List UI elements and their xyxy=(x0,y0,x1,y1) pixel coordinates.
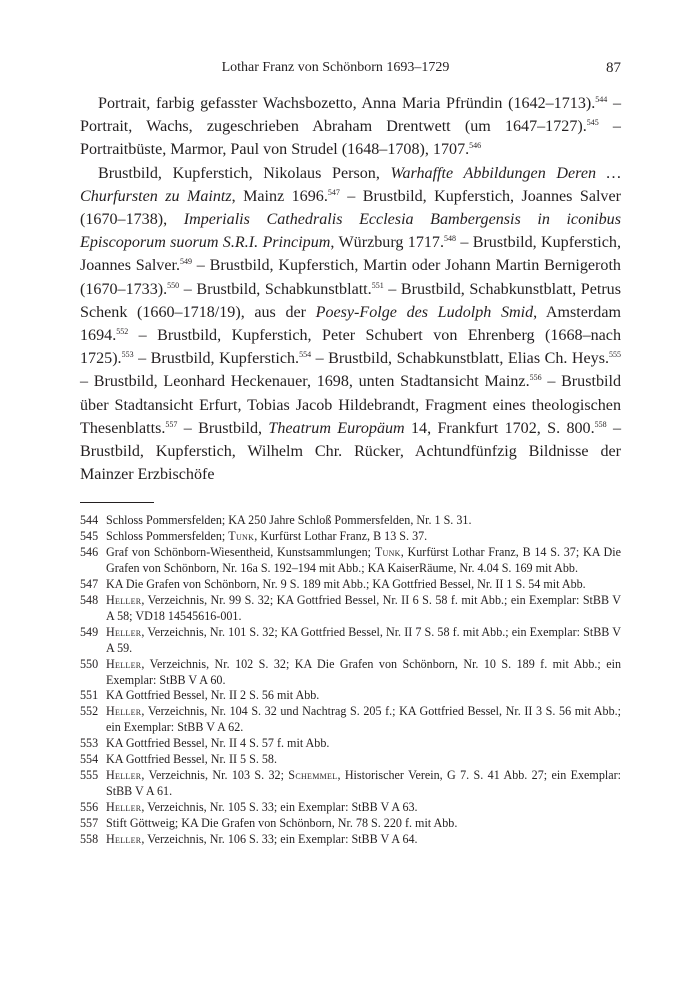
main-text xyxy=(80,92,621,486)
footnote-ref: 554 xyxy=(299,350,312,360)
author-name: Heller xyxy=(106,767,142,782)
text-run: – Brustbild, Schabkunstblatt, Petrus Schenk (1660–1718/19), aus der xyxy=(80,280,621,321)
text-run: – Brustbild über Stadtansicht Erfurt, Tobias Jacob Hildebrandt, Fragment eines theologischen Thesenblatts. xyxy=(80,373,621,437)
footnote-text xyxy=(106,529,621,545)
text-run: – Brustbild, Kupferstich, Wilhelm Chr. Rücker, Achtundfünfzig Bildnisse der Mainzer Erzbischöfe xyxy=(80,419,621,484)
text-run: KA Gottfried Bessel, Nr. II 4 S. 57 f. mit Abb. xyxy=(106,736,330,751)
footnote xyxy=(80,513,621,529)
paragraph xyxy=(80,92,621,162)
footnote xyxy=(80,768,621,800)
italic-title: Warhaffte Abbildungen Deren … Churfursten zu Maintz xyxy=(80,164,621,205)
footnote-number: 547 xyxy=(80,577,99,592)
text-run: – Portraitbüste, Marmor, Paul von Strudel (1648–1708), 1707. xyxy=(80,118,621,159)
author-name: Schemmel xyxy=(288,767,338,782)
text-run: Schloss Pommersfelden; KA 250 Jahre Schloß Pommersfelden, Nr. 1 S. 31. xyxy=(106,513,472,528)
footnotes xyxy=(80,513,621,847)
text-run: , Verzeichnis, Nr. 106 S. 33; ein Exemplar: StBB V A 64. xyxy=(141,831,418,846)
footnote-separator xyxy=(80,502,154,503)
author-name: Tunk xyxy=(228,529,255,544)
italic-title: Poesy-Folge des Ludolph Smid xyxy=(315,303,534,321)
footnote-text xyxy=(106,832,621,848)
running-title: Lothar Franz von Schönborn 1693–1729 xyxy=(221,60,450,75)
footnote-number: 544 xyxy=(80,513,99,528)
footnote-number: 557 xyxy=(80,815,99,830)
footnote-number: 553 xyxy=(80,736,99,751)
author-name: Heller xyxy=(106,831,142,846)
footnote-text xyxy=(106,752,621,768)
footnote-ref: 558 xyxy=(594,419,607,429)
footnote-text xyxy=(106,688,621,704)
footnote-text xyxy=(106,577,621,593)
footnote-ref: 545 xyxy=(586,118,599,128)
text-run: – Brustbild, Kupferstich, Joannes Salver. xyxy=(80,234,621,275)
footnote xyxy=(80,545,621,577)
footnote-ref: 549 xyxy=(180,257,192,267)
text-run: , Kurfürst Lothar Franz, B 13 S. 37. xyxy=(254,529,428,544)
footnote-number: 556 xyxy=(80,799,99,814)
footnote xyxy=(80,736,621,752)
footnote-ref: 548 xyxy=(443,234,456,244)
footnote-text xyxy=(106,513,621,529)
text-run: , Verzeichnis, Nr. 102 S. 32; KA Die Grafen von Schönborn, Nr. 10 S. 189 f. mit Abb.; ein Exemplar: StBB V A 60. xyxy=(106,656,621,687)
footnote-ref: 550 xyxy=(167,280,180,290)
footnote-text xyxy=(106,545,621,577)
text-run: Brustbild, Kupferstich, Nikolaus Person, xyxy=(98,164,391,182)
footnote-number: 554 xyxy=(80,752,99,767)
text-run: Graf von Schönborn-Wiesentheid, Kunstsammlungen; xyxy=(106,545,375,560)
author-name: Heller xyxy=(106,656,142,671)
footnote-number: 552 xyxy=(80,704,99,719)
text-run: , Amsterdam 1694. xyxy=(80,303,621,345)
text-run: , Verzeichnis, Nr. 99 S. 32; KA Gottfried Bessel, Nr. II 6 S. 58 f. mit Abb.; ein Exemplar: StBB V A 58; VD18 14545616-001. xyxy=(106,592,621,623)
author-name: Heller xyxy=(106,592,142,607)
footnote-text xyxy=(106,800,621,816)
author-name: Heller xyxy=(106,799,142,814)
text-run: , Würzburg 1717. xyxy=(330,234,444,252)
author-name: Tunk xyxy=(374,545,401,560)
footnote-ref: 552 xyxy=(116,327,129,337)
text-run: – Portrait, Wachs, zugeschrieben Abraham Drentwett (um 1647–1727). xyxy=(80,95,621,136)
footnote xyxy=(80,529,621,545)
footnote-ref: 546 xyxy=(469,141,482,151)
text-run: KA Gottfried Bessel, Nr. II 2 S. 56 mit Abb. xyxy=(106,688,320,703)
footnote-ref: 551 xyxy=(371,280,384,290)
text-run: KA Die Grafen von Schönborn, Nr. 9 S. 189 mit Abb.; KA Gottfried Bessel, Nr. II 1 S. 54 mit Abb. xyxy=(106,577,586,592)
footnote-ref: 557 xyxy=(165,419,178,429)
paragraph xyxy=(80,162,621,487)
text-run: – Brustbild, Kupferstich, Joannes Salver (1670–1738), xyxy=(80,187,621,229)
text-run: KA Gottfried Bessel, Nr. II 5 S. 58. xyxy=(106,752,277,767)
text-run: , Verzeichnis, Nr. 104 S. 32 und Nachtrag S. 205 f.; KA Gottfried Bessel, Nr. II 3 S. 56 mit Abb.; ein Exemplar: StBB V A 62. xyxy=(106,704,621,735)
text-run: Stift Göttweig; KA Die Grafen von Schönborn, Nr. 78 S. 220 f. mit Abb. xyxy=(106,815,458,830)
footnote xyxy=(80,688,621,704)
footnote xyxy=(80,816,621,832)
footnote xyxy=(80,832,621,848)
footnote-text xyxy=(106,704,621,736)
text-run: , Verzeichnis, Nr. 101 S. 32; KA Gottfried Bessel, Nr. II 7 S. 58 f. mit Abb.; ein Exemplar: StBB V A 59. xyxy=(106,624,621,655)
footnote-number: 550 xyxy=(80,656,99,671)
footnote-ref: 553 xyxy=(121,350,134,360)
text-run: – Brustbild, Schabkunstblatt, Elias Ch. Heys. xyxy=(311,350,609,368)
text-run: – Brustbild, Kupferstich. xyxy=(133,350,300,368)
footnote-number: 555 xyxy=(80,767,99,782)
text-run: , Verzeichnis, Nr. 103 S. 32; xyxy=(141,767,289,782)
page-number: 87 xyxy=(606,60,621,76)
footnote-ref: 544 xyxy=(595,95,608,104)
footnote xyxy=(80,800,621,816)
text-run: – Brustbild, Schabkunstblatt. xyxy=(179,280,372,298)
footnote-text xyxy=(106,625,621,657)
footnote-text xyxy=(106,657,621,689)
text-run: , Verzeichnis, Nr. 105 S. 33; ein Exemplar: StBB V A 63. xyxy=(141,799,418,814)
text-run: – Brustbild, Kupferstich, Martin oder Johann Martin Bernigeroth (1670–1733). xyxy=(80,257,621,298)
footnote-number: 551 xyxy=(80,688,99,703)
footnote xyxy=(80,657,621,689)
author-name: Heller xyxy=(106,704,142,719)
footnote-number: 546 xyxy=(80,545,99,560)
footnote-number: 549 xyxy=(80,624,99,639)
footnote xyxy=(80,704,621,736)
text-run: – Brustbild, xyxy=(177,419,269,437)
footnote-text xyxy=(106,816,621,832)
text-run: , Kurfürst Lothar Franz, B 14 S. 37; KA Die Grafen von Schönborn, Nr. 16a S. 192–194 mit Abb.; KA KaiserRäume, Nr. 4.04 S. 169 mit Abb. xyxy=(106,545,621,576)
footnote-number: 558 xyxy=(80,831,99,846)
footnote xyxy=(80,752,621,768)
text-run: , Historischer Verein, G 7. S. 41 Abb. 27; ein Exemplar: StBB V A 61. xyxy=(106,767,621,798)
footnote-text xyxy=(106,768,621,800)
text-run: 14, Frankfurt 1702, S. 800. xyxy=(404,419,595,437)
italic-title: Theatrum Europäum xyxy=(268,419,405,437)
text-run: Portrait, farbig gefasster Wachsbozetto, Anna Maria Pfründin (1642–1713). xyxy=(98,95,596,112)
running-header xyxy=(80,60,621,82)
book-page xyxy=(80,60,621,847)
footnote-number: 545 xyxy=(80,529,99,544)
footnote-ref: 555 xyxy=(609,350,621,360)
footnote xyxy=(80,577,621,593)
author-name: Heller xyxy=(106,624,142,639)
footnote-ref: 556 xyxy=(529,373,542,383)
footnote xyxy=(80,593,621,625)
footnote xyxy=(80,625,621,657)
text-run: Schloss Pommersfelden; xyxy=(106,529,229,544)
text-run: – Brustbild, Kupferstich, Peter Schubert von Ehrenberg (1668–nach 1725). xyxy=(80,327,621,368)
italic-title: Imperialis Cathedralis Ecclesia Bambergensis in iconibus Episcoporum suorum S.R.I. Principum xyxy=(80,211,621,252)
text-run: , Mainz 1696. xyxy=(231,187,328,205)
footnote-ref: 547 xyxy=(327,187,340,197)
text-run: – Brustbild, Leonhard Heckenauer, 1698, unten Stadtansicht Mainz. xyxy=(80,373,530,391)
footnote-text xyxy=(106,593,621,625)
footnote-text xyxy=(106,736,621,752)
footnote-number: 548 xyxy=(80,592,99,607)
